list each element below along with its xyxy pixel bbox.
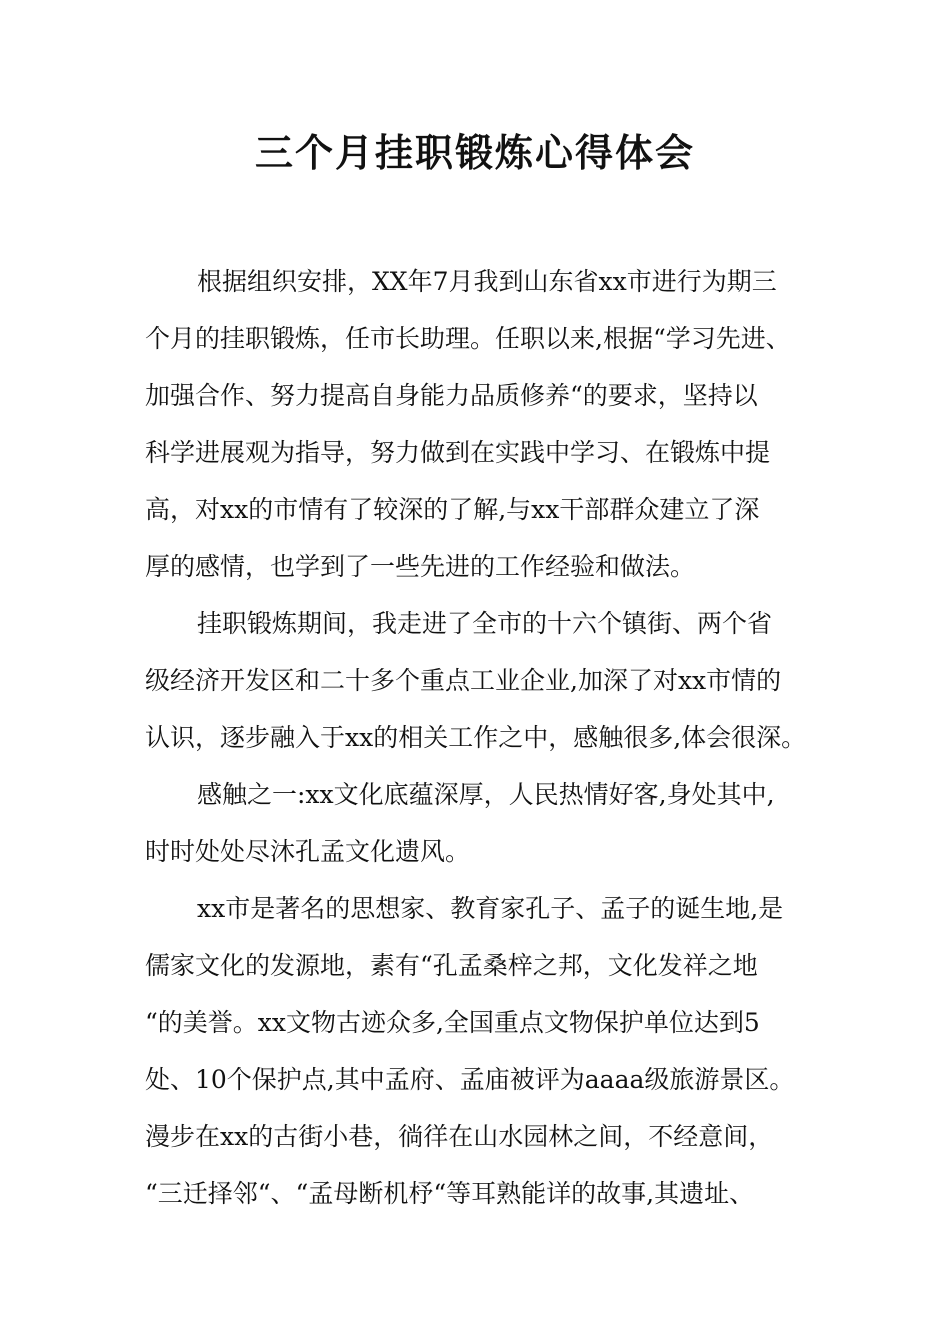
text-line: 处、10个保护点,其中孟府、孟庙被评为aaaa级旅游景区。 [145,1065,795,1094]
text-line: 科学进展观为指导，努力做到在实践中学习、在锻炼中提 [145,438,771,467]
text-line: 漫步在xx的古街小巷，徜徉在山水园林之间，不经意间， [145,1122,774,1151]
text-line: 时时处处尽沐孔孟文化遗风。 [145,837,471,866]
text-line: 高，对xx的市情有了较深的了解,与xx干部群众建立了深 [145,495,760,524]
text-line: 认识，逐步融入于xx的相关工作之中，感触很多,体会很深。 [145,723,807,752]
text-line: 感触之一:xx文化底蕴深厚，人民热情好客,身处其中, [197,780,775,809]
text-line: 个月的挂职锻炼，任市长助理。任职以来,根据“学习先进、 [145,324,791,353]
text-line: 根据组织安排，XX年7月我到山东省xx市进行为期三 [197,267,777,296]
text-line: xx市是著名的思想家、教育家孔子、孟子的诞生地,是 [197,894,784,923]
text-line: “三迁择邻“、“孟母断机杼“等耳熟能详的故事,其遗址、 [145,1179,755,1208]
text-line: 挂职锻炼期间，我走进了全市的十六个镇街、两个省 [197,609,773,638]
document-title: 三个月挂职锻炼心得体会 [254,130,695,175]
text-line: “的美誉。xx文物古迹众多,全国重点文物保护单位达到5 [145,1008,760,1037]
text-line: 儒家文化的发源地，素有“孔孟桑梓之邦，文化发祥之地 [145,951,758,980]
text-line: 加强合作、努力提高自身能力品质修养“的要求，坚持以 [145,381,758,410]
text-line: 级经济开发区和二十多个重点工业企业,加深了对xx市情的 [145,666,782,695]
text-line: 厚的感情，也学到了一些先进的工作经验和做法。 [145,552,696,581]
